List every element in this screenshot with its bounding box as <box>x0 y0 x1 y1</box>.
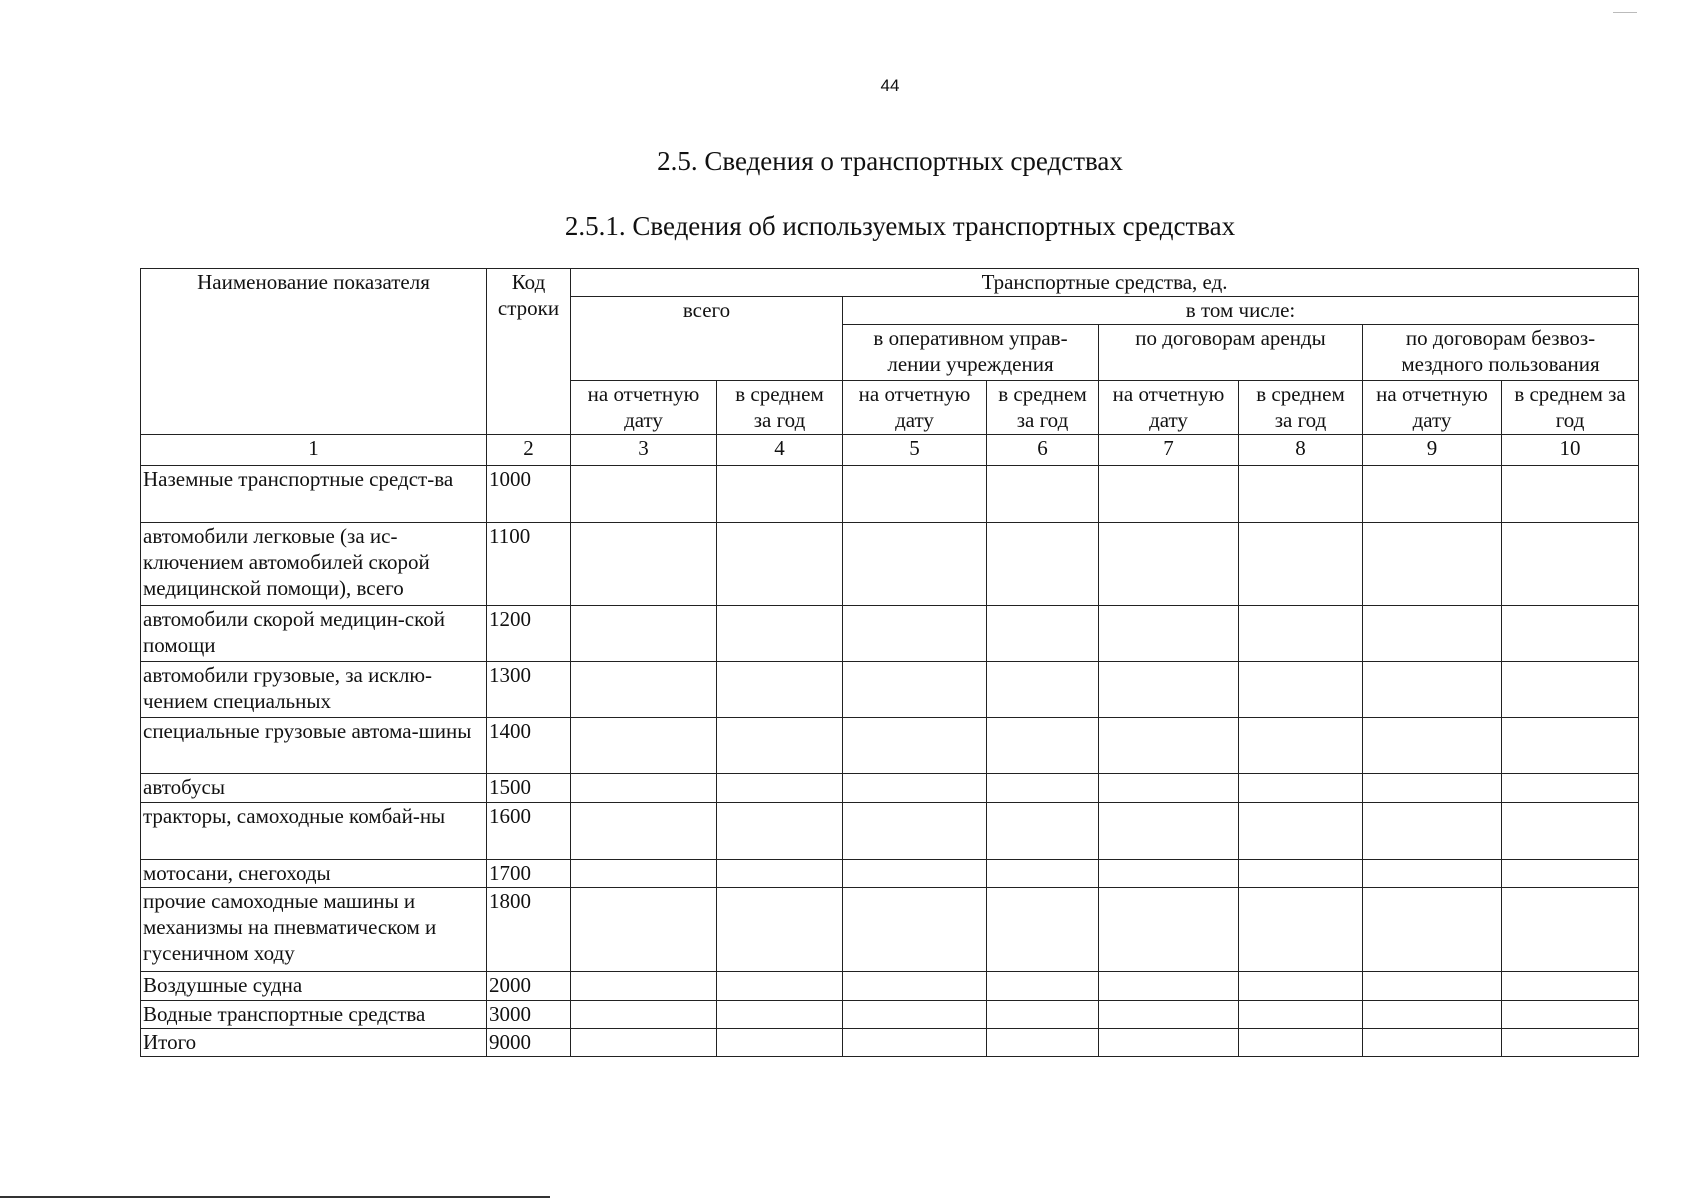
table-row <box>141 523 1639 606</box>
col-number: 5 <box>843 435 987 466</box>
value-cell[interactable] <box>843 523 987 606</box>
row-name: Воздушные судна <box>141 972 487 1001</box>
value-cell[interactable] <box>987 466 1099 523</box>
value-cell[interactable] <box>1502 888 1639 972</box>
value-cell[interactable] <box>571 888 717 972</box>
col-number: 1 <box>141 435 487 466</box>
value-cell[interactable] <box>843 718 987 774</box>
row-code: 1600 <box>487 803 571 860</box>
header-c6 <box>987 381 1099 435</box>
row-name: Наземные транспортные средст-ва <box>141 466 487 523</box>
value-cell[interactable] <box>717 888 843 972</box>
value-cell[interactable] <box>987 774 1099 803</box>
row-name: мотосани, снегоходы <box>141 860 487 888</box>
value-cell[interactable] <box>843 860 987 888</box>
row-name: прочие самоходные машины и механизмы на пневматическом и гусеничном ходу <box>141 888 487 972</box>
value-cell[interactable] <box>843 1001 987 1029</box>
header-c10 <box>1502 381 1639 435</box>
row-name: автомобили грузовые, за исклю-чением специальных <box>141 662 487 718</box>
value-cell[interactable] <box>1502 523 1639 606</box>
col-number: 2 <box>487 435 571 466</box>
value-cell[interactable] <box>717 774 843 803</box>
header-c3-line2: дату <box>624 408 663 432</box>
col-number: 6 <box>987 435 1099 466</box>
table-row <box>141 466 1639 523</box>
header-code-line1: Код <box>511 270 546 294</box>
row-code: 1100 <box>487 523 571 606</box>
value-cell[interactable] <box>571 803 717 860</box>
header-c10-line1: в среднем за <box>1514 382 1626 406</box>
value-cell[interactable] <box>717 466 843 523</box>
value-cell[interactable] <box>1363 1029 1502 1057</box>
row-name: тракторы, самоходные комбай-ны <box>141 803 487 860</box>
row-name: Водные транспортные средства <box>141 1001 487 1029</box>
header-c9-line1: на отчетную <box>1376 382 1488 406</box>
value-cell[interactable] <box>1239 523 1363 606</box>
value-cell[interactable] <box>1099 523 1239 606</box>
value-cell[interactable] <box>1099 1029 1239 1057</box>
row-code: 1200 <box>487 606 571 662</box>
value-cell[interactable] <box>987 606 1099 662</box>
table-row <box>141 1001 1639 1029</box>
header-including: в том числе: <box>843 297 1639 325</box>
value-cell[interactable] <box>1099 774 1239 803</box>
value-cell[interactable] <box>1363 972 1502 1001</box>
value-cell[interactable] <box>1502 1001 1639 1029</box>
value-cell[interactable] <box>843 888 987 972</box>
header-c5-line2: дату <box>895 408 934 432</box>
value-cell[interactable] <box>1363 860 1502 888</box>
value-cell[interactable] <box>717 972 843 1001</box>
value-cell[interactable] <box>1363 662 1502 718</box>
value-cell[interactable] <box>843 774 987 803</box>
value-cell[interactable] <box>1099 860 1239 888</box>
value-cell[interactable] <box>1099 972 1239 1001</box>
value-cell[interactable] <box>987 1029 1099 1057</box>
value-cell[interactable] <box>1239 803 1363 860</box>
value-cell[interactable] <box>717 523 843 606</box>
value-cell[interactable] <box>1099 718 1239 774</box>
value-cell[interactable] <box>843 662 987 718</box>
value-cell[interactable] <box>843 466 987 523</box>
value-cell[interactable] <box>1239 888 1363 972</box>
header-free-line2: мездного пользования <box>1401 352 1600 376</box>
row-code: 1000 <box>487 466 571 523</box>
header-c6-line2: за год <box>1016 408 1069 432</box>
value-cell[interactable] <box>571 662 717 718</box>
value-cell[interactable] <box>1363 803 1502 860</box>
scan-edge-rule <box>0 1196 550 1198</box>
value-cell[interactable] <box>1239 1029 1363 1057</box>
row-name: автомобили скорой медицин-ской помощи <box>141 606 487 662</box>
value-cell[interactable] <box>1099 466 1239 523</box>
value-cell[interactable] <box>717 1001 843 1029</box>
row-code: 3000 <box>487 1001 571 1029</box>
header-op-line2: лении учреждения <box>887 352 1054 376</box>
row-name: автомобили легковые (за ис-ключением автомобилей скорой медицинской помощи), всего <box>141 523 487 606</box>
value-cell[interactable] <box>571 606 717 662</box>
value-cell[interactable] <box>1363 606 1502 662</box>
value-cell[interactable] <box>571 774 717 803</box>
header-c7-line1: на отчетную <box>1112 382 1225 406</box>
table-row <box>141 606 1639 662</box>
header-c7-line2: дату <box>1149 408 1188 432</box>
value-cell[interactable] <box>717 718 843 774</box>
value-cell[interactable] <box>987 1001 1099 1029</box>
table-row <box>141 718 1639 774</box>
value-cell[interactable] <box>1239 606 1363 662</box>
value-cell[interactable] <box>717 860 843 888</box>
header-free-use <box>1363 325 1639 381</box>
value-cell[interactable] <box>1363 718 1502 774</box>
row-code: 1400 <box>487 718 571 774</box>
value-cell[interactable] <box>571 860 717 888</box>
header-c4 <box>717 381 843 435</box>
row-code: 1300 <box>487 662 571 718</box>
value-cell[interactable] <box>1363 523 1502 606</box>
value-cell[interactable] <box>1502 1029 1639 1057</box>
table-row <box>141 888 1639 972</box>
row-name: автобусы <box>141 774 487 803</box>
value-cell[interactable] <box>1502 466 1639 523</box>
value-cell[interactable] <box>571 718 717 774</box>
header-c7 <box>1099 381 1239 435</box>
value-cell[interactable] <box>843 606 987 662</box>
row-code: 2000 <box>487 972 571 1001</box>
row-name: Итого <box>141 1029 487 1057</box>
header-c6-line1: в среднем <box>998 382 1087 406</box>
header-c5 <box>843 381 987 435</box>
value-cell[interactable] <box>1502 860 1639 888</box>
header-c3 <box>571 381 717 435</box>
header-total: всего <box>571 297 843 381</box>
value-cell[interactable] <box>1363 888 1502 972</box>
value-cell[interactable] <box>1099 662 1239 718</box>
value-cell[interactable] <box>1239 466 1363 523</box>
subsection-title: 2.5.1. Сведения об используемых транспортных средствах <box>564 211 1236 241</box>
value-cell[interactable] <box>1099 888 1239 972</box>
value-cell[interactable] <box>1502 803 1639 860</box>
value-cell[interactable] <box>987 972 1099 1001</box>
value-cell[interactable] <box>1239 860 1363 888</box>
transport-table <box>140 268 1639 1057</box>
value-cell[interactable] <box>1363 466 1502 523</box>
row-code: 1500 <box>487 774 571 803</box>
header-op-line1: в оперативном управ- <box>873 326 1068 350</box>
value-cell[interactable] <box>1099 1001 1239 1029</box>
col-number: 7 <box>1099 435 1239 466</box>
value-cell[interactable] <box>717 803 843 860</box>
value-cell[interactable] <box>571 1029 717 1057</box>
value-cell[interactable] <box>1502 718 1639 774</box>
value-cell[interactable] <box>571 1001 717 1029</box>
value-cell[interactable] <box>987 718 1099 774</box>
value-cell[interactable] <box>717 662 843 718</box>
table-row <box>141 803 1639 860</box>
value-cell[interactable] <box>987 662 1099 718</box>
section-title: 2.5. Сведения о транспортных средствах <box>657 146 1123 176</box>
row-code: 1700 <box>487 860 571 888</box>
header-lease: по договорам аренды <box>1099 325 1363 381</box>
header-operational-management <box>843 325 1099 381</box>
header-c4-line2: за год <box>753 408 806 432</box>
header-c8-line1: в среднем <box>1256 382 1345 406</box>
value-cell[interactable] <box>843 1029 987 1057</box>
value-cell[interactable] <box>571 972 717 1001</box>
table-row <box>141 774 1639 803</box>
header-c9 <box>1363 381 1502 435</box>
value-cell[interactable] <box>1239 774 1363 803</box>
value-cell[interactable] <box>717 606 843 662</box>
value-cell[interactable] <box>1363 774 1502 803</box>
value-cell[interactable] <box>1502 662 1639 718</box>
value-cell[interactable] <box>843 803 987 860</box>
header-c8-line2: за год <box>1274 408 1327 432</box>
col-number: 10 <box>1502 435 1639 466</box>
header-indicator-name: Наименование показателя <box>141 269 487 435</box>
table-row <box>141 972 1639 1001</box>
header-c4-line1: в среднем <box>735 382 824 406</box>
scan-mark <box>1613 12 1637 13</box>
value-cell[interactable] <box>987 523 1099 606</box>
value-cell[interactable] <box>1239 1001 1363 1029</box>
col-number: 4 <box>717 435 843 466</box>
row-name: специальные грузовые автома-шины <box>141 718 487 774</box>
header-code-line2: строки <box>497 296 560 320</box>
header-transport-group: Транспортные средства, ед. <box>571 269 1639 297</box>
value-cell[interactable] <box>987 860 1099 888</box>
header-free-line1: по договорам безвоз- <box>1405 326 1596 350</box>
row-code: 9000 <box>487 1029 571 1057</box>
value-cell[interactable] <box>1099 803 1239 860</box>
header-row-code <box>487 269 571 435</box>
value-cell[interactable] <box>1239 718 1363 774</box>
header-c5-line1: на отчетную <box>858 382 971 406</box>
table-row-total <box>141 1029 1639 1057</box>
row-code: 1800 <box>487 888 571 972</box>
value-cell[interactable] <box>987 888 1099 972</box>
value-cell[interactable] <box>987 803 1099 860</box>
value-cell[interactable] <box>1502 606 1639 662</box>
col-number: 8 <box>1239 435 1363 466</box>
header-c9-line2: дату <box>1412 408 1452 432</box>
col-number: 9 <box>1363 435 1502 466</box>
value-cell[interactable] <box>1502 972 1639 1001</box>
header-c3-line1: на отчетную <box>587 382 700 406</box>
value-cell[interactable] <box>843 972 987 1001</box>
value-cell[interactable] <box>717 1029 843 1057</box>
header-c10-line2: год <box>1555 408 1585 432</box>
value-cell[interactable] <box>1363 1001 1502 1029</box>
value-cell[interactable] <box>1239 662 1363 718</box>
header-c8 <box>1239 381 1363 435</box>
table-row <box>141 860 1639 888</box>
value-cell[interactable] <box>571 466 717 523</box>
col-number: 3 <box>571 435 717 466</box>
page-number: 44 <box>880 76 900 95</box>
table-row <box>141 662 1639 718</box>
value-cell[interactable] <box>1099 606 1239 662</box>
value-cell[interactable] <box>571 523 717 606</box>
value-cell[interactable] <box>1239 972 1363 1001</box>
value-cell[interactable] <box>1502 774 1639 803</box>
